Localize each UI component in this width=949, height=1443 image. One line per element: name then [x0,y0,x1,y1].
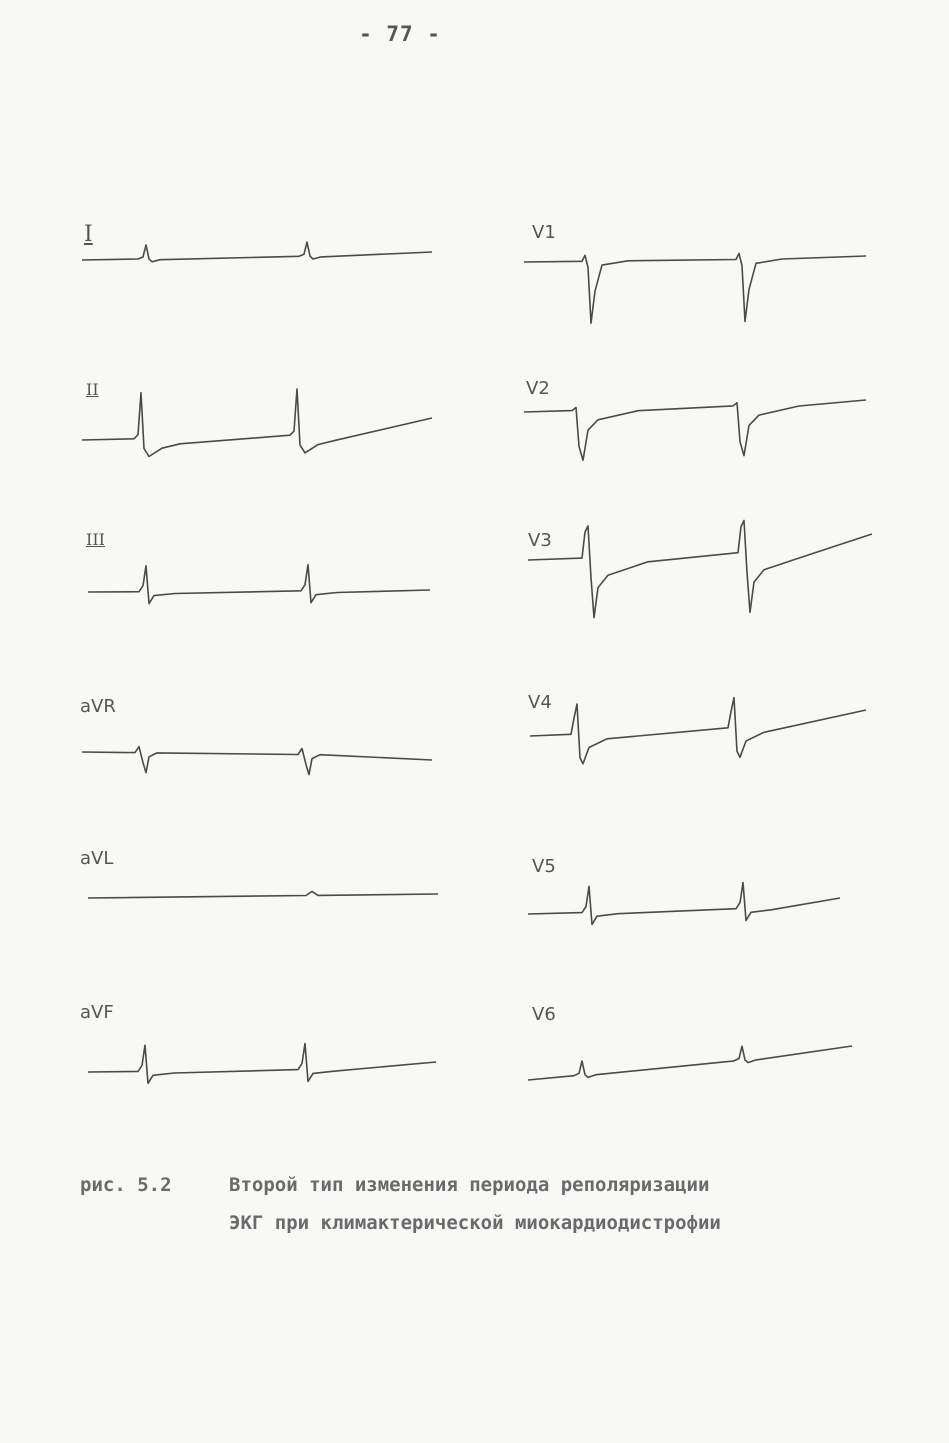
trace-lead-v2 [524,400,866,460]
trace-lead-avf [88,1044,436,1084]
trace-lead-avl [88,891,438,898]
lead-label-avr: aVR [80,696,116,717]
trace-lead-v6 [528,1046,852,1080]
lead-label-v3: V3 [528,530,552,551]
caption-line-1: Второй тип изменения периода реполяризации [229,1174,710,1196]
trace-lead-v5 [528,883,840,925]
trace-lead-i [82,242,432,262]
lead-label-ii: II [86,380,99,399]
trace-lead-v1 [524,254,866,324]
lead-label-v1: V1 [532,222,556,243]
trace-lead-ii [82,389,432,456]
lead-label-iii: III [86,530,105,549]
lead-label-avf: aVF [80,1002,114,1023]
trace-lead-avr [82,747,432,775]
page-number: - 77 - [359,22,441,46]
trace-lead-v4 [530,698,866,764]
lead-label-v5: V5 [532,856,556,877]
figure-number: рис. 5.2 [80,1174,172,1196]
trace-lead-v3 [528,521,872,618]
lead-label-i: I [84,222,93,247]
lead-label-v2: V2 [526,378,550,399]
trace-lead-iii [88,565,430,604]
lead-label-v4: V4 [528,692,552,713]
lead-label-avl: aVL [80,848,114,869]
lead-label-v6: V6 [532,1004,556,1025]
caption-line-2: ЭКГ при климактерической миокардиодистрофии [229,1212,721,1234]
